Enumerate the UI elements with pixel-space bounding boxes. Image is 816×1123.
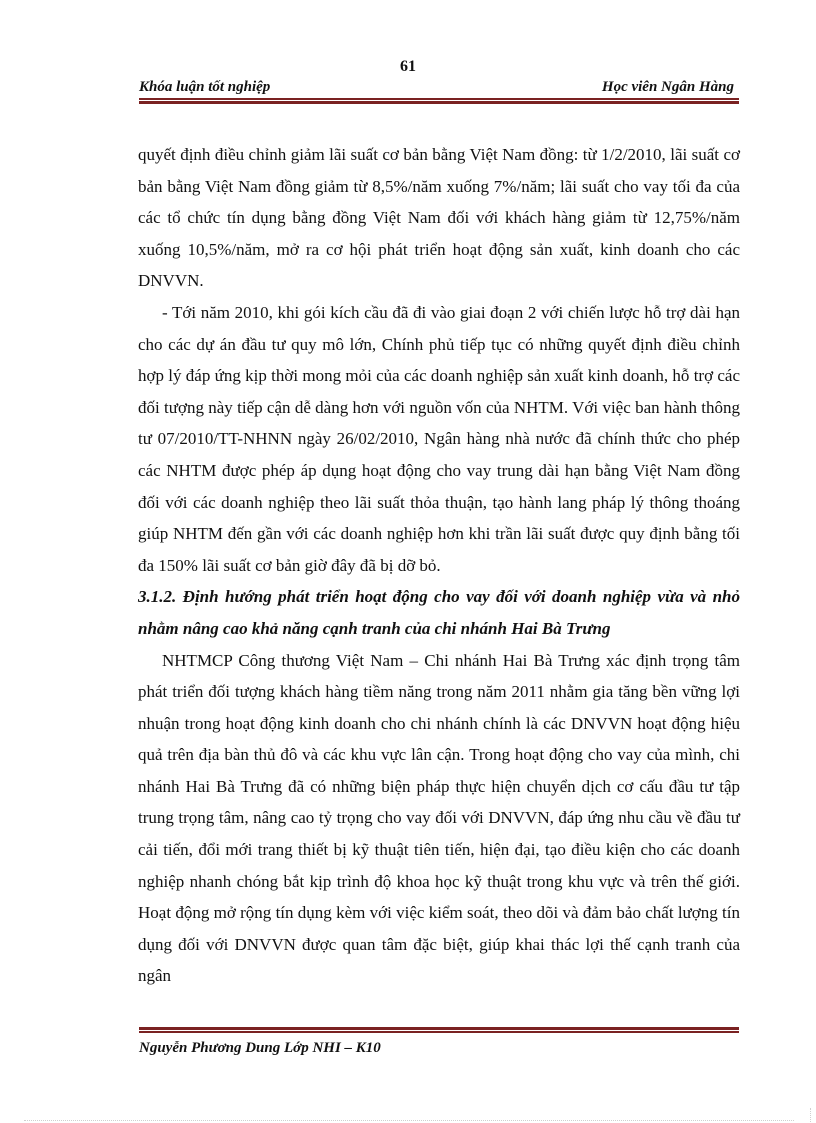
header-rule-thin bbox=[139, 98, 739, 100]
paragraph-interest-rate: quyết định điều chỉnh giảm lãi suất cơ bản bằng Việt Nam đồng: từ 1/2/2010, lãi suất cơ bản bằng Việt Nam đồng giảm từ 8,5%/năm xuống 7%/năm; lãi suất cho vay tối đa của các tổ chức tín dụng bằng đồng Việt Nam đối với khách hàng giảm từ 12,75%/năm xuống 10,5%/năm, mở ra cơ hội phát triển hoạt động sản xuất, kinh doanh cho các DNVVN. bbox=[138, 145, 740, 291]
footer-rule-thin bbox=[139, 1031, 739, 1033]
page-number: 61 bbox=[400, 58, 416, 75]
header-school-label: Học viên Ngân Hàng bbox=[601, 79, 734, 95]
footer-author: Nguyễn Phương Dung Lớp NHI – K10 bbox=[139, 1040, 381, 1056]
page-edge-corner bbox=[810, 1108, 811, 1122]
footer-rule-thick bbox=[139, 1027, 739, 1030]
section-heading: 3.1.2. Định hướng phát triển hoạt động cho vay đối với doanh nghiệp vừa và nhỏ nhằm nâng cao khả năng cạnh tranh của chi nhánh Hai Bà Trưng bbox=[138, 587, 740, 638]
page-edge-marker bbox=[24, 1120, 794, 1121]
page-body bbox=[138, 139, 740, 992]
header-thesis-label: Khóa luận tốt nghiệp bbox=[139, 79, 271, 95]
paragraph-branch-orientation: NHTMCP Công thương Việt Nam – Chi nhánh Hai Bà Trưng xác định trọng tâm phát triển đối tượng khách hàng tiềm năng trong năm 2011 nhằm gia tăng bền vững lợi nhuận trong hoạt động kinh doanh cho chi nhánh chính là các DNVVN hoạt động hiệu quả trên địa bàn thủ đô và các khu vực lân cận. Trong hoạt động cho vay của mình, chi nhánh Hai Bà Trưng đã có những biện pháp thực hiện chuyển dịch cơ cấu đầu tư tập trung trọng tâm, nâng cao tỷ trọng cho vay đối với DNVVN, đáp ứng nhu cầu về đầu tư cải tiến, đổi mới trang thiết bị kỹ thuật tiên tiến, hiện đại, tạo điều kiện cho các doanh nghiệp nhanh chóng bắt kịp trình độ khoa học kỹ thuật trong khu vực và trên thế giới. Hoạt động mở rộng tín dụng kèm với việc kiểm soát, theo dõi và đảm bảo chất lượng tín dụng đối với DNVVN được quan tâm đặc biệt, giúp khai thác lợi thế cạnh tranh của ngân bbox=[138, 650, 740, 986]
header-rule-thick bbox=[139, 101, 739, 104]
paragraph-stimulus: - Tới năm 2010, khi gói kích cầu đã đi vào giai đoạn 2 với chiến lược hỗ trợ dài hạn cho các dự án đầu tư quy mô lớn, Chính phủ tiếp tục có những quyết định điều chỉnh hợp lý đáp ứng kịp thời mong mỏi của các doanh nghiệp sản xuất kinh doanh, hỗ trợ các đối tượng này tiếp cận dễ dàng hơn với nguồn vốn của NHTM. Với việc ban hành thông tư 07/2010/TT-NHNN ngày 26/02/2010, Ngân hàng nhà nước đã chính thức cho phép các NHTM được phép áp dụng hoạt động cho vay trung dài hạn bằng Việt Nam đồng đối với các doanh nghiệp theo lãi suất thỏa thuận, tạo hành lang pháp lý thông thoáng giúp NHTM đến gần với các doanh nghiệp hơn khi trần lãi suất được quy định bằng tối đa 150% lãi suất cơ bản giờ đây đã bị dỡ bỏ. bbox=[138, 302, 740, 575]
